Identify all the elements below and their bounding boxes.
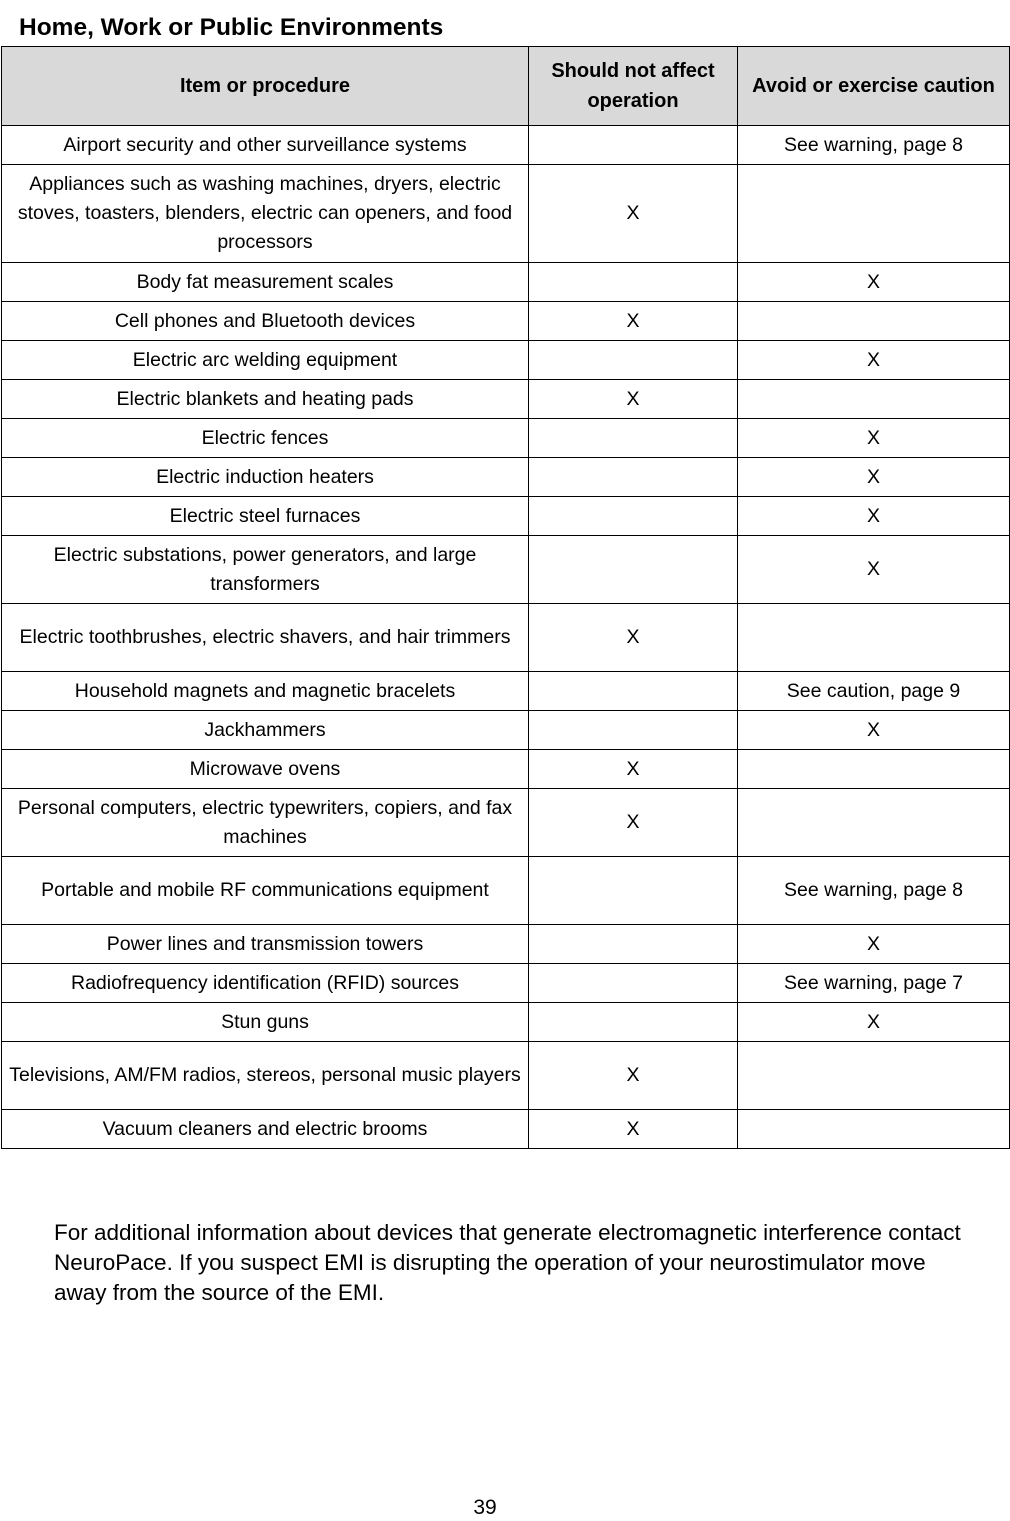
cell-no-effect: X	[529, 302, 738, 341]
column-header-no-effect: Should not affect operation	[529, 47, 738, 126]
cell-item: Household magnets and magnetic bracelets	[2, 672, 529, 711]
cell-item: Airport security and other surveillance systems	[2, 126, 529, 165]
table-row	[2, 263, 1010, 302]
table-row	[2, 341, 1010, 380]
cell-avoid: X	[738, 497, 1010, 536]
table-row	[2, 964, 1010, 1003]
cell-no-effect: X	[529, 1110, 738, 1149]
cell-no-effect	[529, 1003, 738, 1042]
cell-avoid: X	[738, 1003, 1010, 1042]
cell-item: Electric arc welding equipment	[2, 341, 529, 380]
cell-avoid	[738, 380, 1010, 419]
cell-avoid	[738, 302, 1010, 341]
cell-item: Microwave ovens	[2, 750, 529, 789]
cell-no-effect	[529, 536, 738, 604]
table-row	[2, 126, 1010, 165]
table-row	[2, 604, 1010, 672]
table-row	[2, 1110, 1010, 1149]
table-row	[2, 711, 1010, 750]
cell-item: Cell phones and Bluetooth devices	[2, 302, 529, 341]
table-row	[2, 419, 1010, 458]
cell-avoid: See warning, page 8	[738, 857, 1010, 925]
cell-avoid: X	[738, 711, 1010, 750]
cell-item: Portable and mobile RF communications equipment	[2, 857, 529, 925]
table-row	[2, 165, 1010, 263]
cell-no-effect	[529, 126, 738, 165]
table-header-row	[2, 47, 1010, 126]
cell-avoid: X	[738, 341, 1010, 380]
cell-item: Electric fences	[2, 419, 529, 458]
cell-no-effect: X	[529, 750, 738, 789]
cell-no-effect	[529, 458, 738, 497]
cell-no-effect	[529, 964, 738, 1003]
cell-item: Appliances such as washing machines, dryers, electric stoves, toasters, blenders, electric can openers, and food processors	[2, 165, 529, 263]
emi-environment-table	[1, 46, 1010, 1149]
cell-avoid: X	[738, 458, 1010, 497]
cell-avoid: See caution, page 9	[738, 672, 1010, 711]
cell-item: Electric toothbrushes, electric shavers, and hair trimmers	[2, 604, 529, 672]
cell-avoid	[738, 1110, 1010, 1149]
cell-no-effect	[529, 263, 738, 302]
cell-no-effect	[529, 711, 738, 750]
table-row	[2, 925, 1010, 964]
table-row	[2, 380, 1010, 419]
table-row	[2, 1003, 1010, 1042]
emi-note-paragraph: For additional information about devices that generate electromagnetic interference contact NeuroPace. If you suspect EMI is disrupting the operation of your neurostimulator move away from the source of the EMI.	[54, 1220, 961, 1305]
cell-item: Electric steel furnaces	[2, 497, 529, 536]
table-row	[2, 536, 1010, 604]
cell-item: Jackhammers	[2, 711, 529, 750]
cell-item: Radiofrequency identification (RFID) sources	[2, 964, 529, 1003]
cell-no-effect: X	[529, 789, 738, 857]
table-row	[2, 458, 1010, 497]
cell-item: Electric induction heaters	[2, 458, 529, 497]
table-row	[2, 857, 1010, 925]
cell-no-effect	[529, 925, 738, 964]
cell-no-effect	[529, 497, 738, 536]
cell-no-effect	[529, 419, 738, 458]
cell-item: Vacuum cleaners and electric brooms	[2, 1110, 529, 1149]
cell-avoid: X	[738, 263, 1010, 302]
cell-avoid	[738, 750, 1010, 789]
table-row	[2, 302, 1010, 341]
cell-avoid: X	[738, 925, 1010, 964]
cell-no-effect: X	[529, 604, 738, 672]
table-row	[2, 1042, 1010, 1110]
cell-no-effect	[529, 341, 738, 380]
cell-item: Electric substations, power generators, and large transformers	[2, 536, 529, 604]
cell-no-effect	[529, 672, 738, 711]
cell-item: Electric blankets and heating pads	[2, 380, 529, 419]
table-row	[2, 497, 1010, 536]
cell-no-effect	[529, 857, 738, 925]
column-header-item: Item or procedure	[2, 47, 529, 126]
cell-avoid: See warning, page 7	[738, 964, 1010, 1003]
cell-avoid	[738, 165, 1010, 263]
cell-item: Televisions, AM/FM radios, stereos, personal music players	[2, 1042, 529, 1110]
table-row	[2, 789, 1010, 857]
cell-avoid: X	[738, 419, 1010, 458]
page-number: 39	[473, 1496, 497, 1519]
cell-item: Body fat measurement scales	[2, 263, 529, 302]
cell-item: Stun guns	[2, 1003, 529, 1042]
section-title: Home, Work or Public Environments	[19, 14, 444, 42]
column-header-avoid: Avoid or exercise caution	[738, 47, 1010, 126]
cell-item: Power lines and transmission towers	[2, 925, 529, 964]
cell-avoid	[738, 604, 1010, 672]
table-row	[2, 750, 1010, 789]
table-row	[2, 672, 1010, 711]
cell-avoid: See warning, page 8	[738, 126, 1010, 165]
cell-no-effect: X	[529, 380, 738, 419]
cell-no-effect: X	[529, 1042, 738, 1110]
cell-no-effect: X	[529, 165, 738, 263]
cell-avoid: X	[738, 536, 1010, 604]
cell-avoid	[738, 1042, 1010, 1110]
cell-item: Personal computers, electric typewriters, copiers, and fax machines	[2, 789, 529, 857]
cell-avoid	[738, 789, 1010, 857]
